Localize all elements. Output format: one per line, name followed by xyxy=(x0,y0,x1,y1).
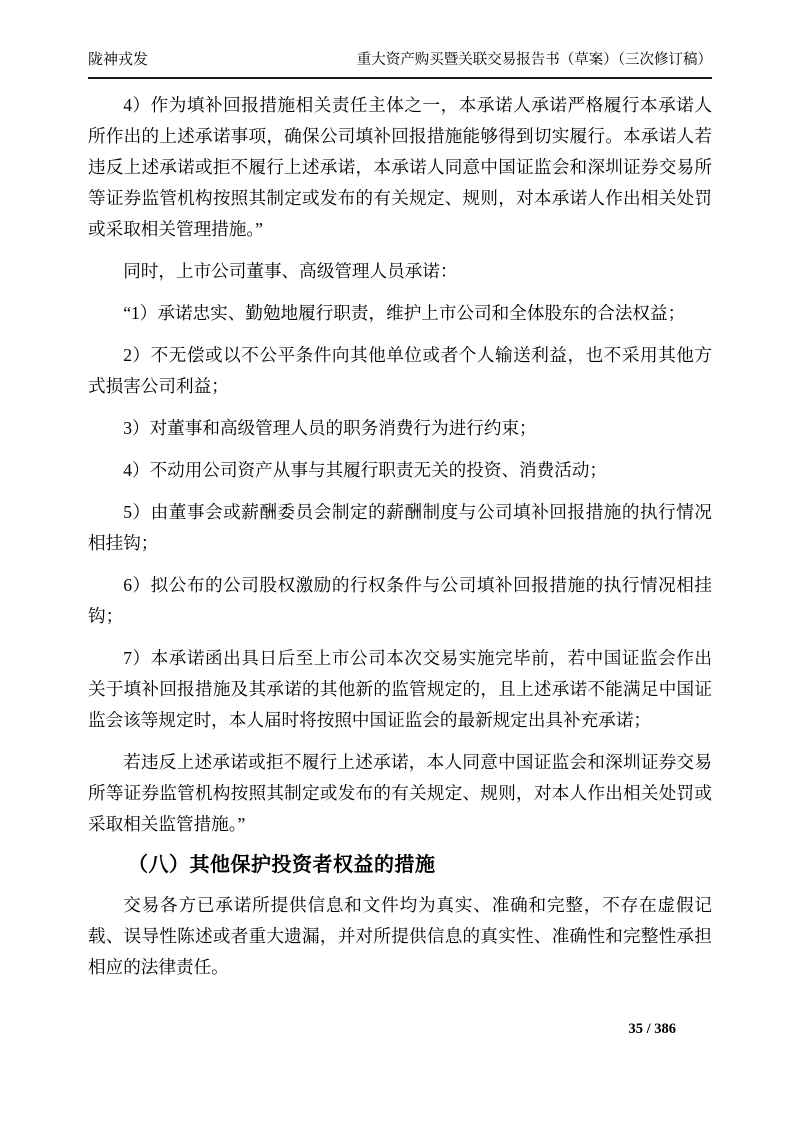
body-paragraph: 7）本承诺函出具日后至上市公司本次交易实施完毕前，若中国证监会作出关于填补回报措施及其承诺的其他新的监管规定的，且上述承诺不能满足中国证监会该等规定时，本人届时将按照中国证监会的最新规定出具补充承诺； xyxy=(88,648,712,730)
section-heading: （八）其他保护投资者权益的措施 xyxy=(128,854,436,876)
page-header xyxy=(88,50,712,79)
body-paragraph: 4）不动用公司资产从事与其履行职责无关的投资、消费活动； xyxy=(123,460,608,480)
header-company-name: 陇神戎发 xyxy=(88,52,149,68)
body-paragraph: “1）承诺忠实、勤勉地履行职责，维护上市公司和全体股东的合法权益； xyxy=(123,303,686,323)
document-body xyxy=(88,90,712,994)
header-report-title: 重大资产购买暨关联交易报告书（草案）（三次修订稿） xyxy=(356,52,712,68)
body-paragraph: 2）不无偿或以不公平条件向其他单位或者个人输送利益，也不采用其他方式损害公司利益； xyxy=(88,345,712,396)
body-paragraph: 若违反上述承诺或拒不履行上述承诺，本人同意中国证监会和深圳证券交易所等证券监管机构按照其制定或发布的有关规定、规则，对本人作出相关处罚或采取相关监管措施。” xyxy=(88,752,712,834)
body-paragraph: 同时，上市公司董事、高级管理人员承诺： xyxy=(123,261,458,281)
closing-paragraph: 交易各方已承诺所提供信息和文件均为真实、准确和完整，不存在虚假记载、误导性陈述或者重大遗漏，并对所提供信息的真实性、准确性和完整性承担相应的法律责任。 xyxy=(88,895,712,977)
body-paragraph: 3）对董事和高级管理人员的职务消费行为进行约束； xyxy=(123,418,537,438)
body-paragraph: 5）由董事会或薪酬委员会制定的薪酬制度与公司填补回报措施的执行情况相挂钩； xyxy=(88,502,712,553)
page-number: 35 / 386 xyxy=(628,1021,676,1037)
body-paragraph: 6）拟公布的公司股权激励的行权条件与公司填补回报措施的执行情况相挂钩； xyxy=(88,575,712,626)
body-paragraph: 4）作为填补回报措施相关责任主体之一，本承诺人承诺严格履行本承诺人所作出的上述承诺事项，确保公司填补回报措施能够得到切实履行。本承诺人若违反上述承诺或拒不履行上述承诺，本承诺人同意中国证监会和深圳证券交易所等证券监管机构按照其制定或发布的有关规定、规则，对本承诺人作出相关处罚或采取相关管理措施。” xyxy=(88,95,712,239)
